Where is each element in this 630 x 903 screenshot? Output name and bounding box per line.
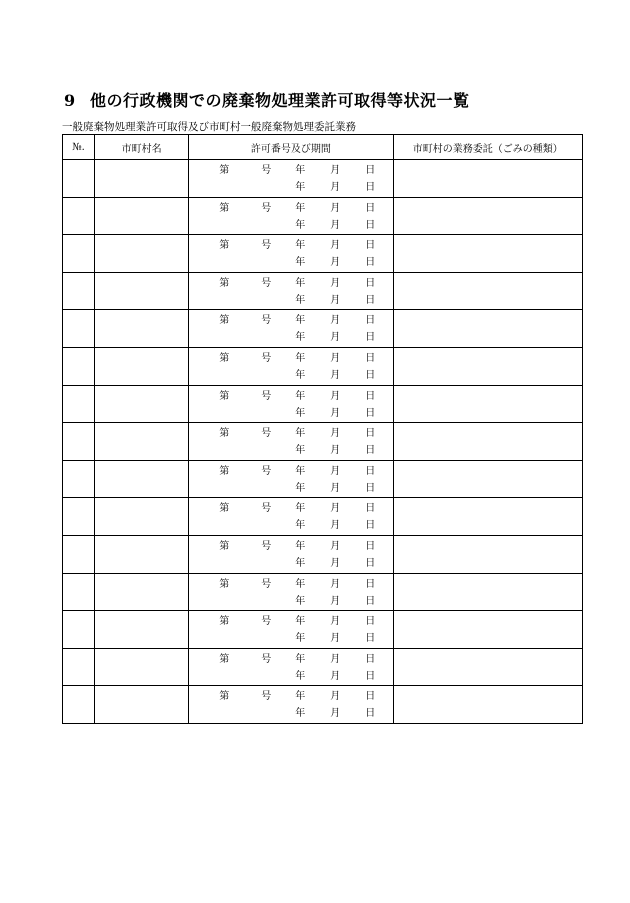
cell-duty[interactable] bbox=[393, 611, 582, 649]
permit-label-hi: 日 bbox=[365, 691, 376, 703]
cell-duty[interactable] bbox=[393, 197, 582, 235]
permit-label-hi: 日 bbox=[365, 653, 376, 665]
cell-permit[interactable] bbox=[189, 573, 393, 611]
permit-label-hi: 日 bbox=[365, 277, 376, 289]
permit-label-hi: 日 bbox=[365, 407, 376, 419]
cell-no[interactable] bbox=[63, 310, 95, 348]
cell-permit[interactable] bbox=[189, 648, 393, 686]
table-row bbox=[63, 385, 583, 423]
cell-no[interactable] bbox=[63, 385, 95, 423]
permit-label-hi: 日 bbox=[365, 352, 376, 364]
permit-label-tsuki: 月 bbox=[330, 257, 341, 269]
cell-duty[interactable] bbox=[393, 460, 582, 498]
cell-municipality[interactable] bbox=[95, 160, 189, 198]
cell-no[interactable] bbox=[63, 235, 95, 273]
permit-label-tsuki: 月 bbox=[330, 653, 341, 665]
table-row bbox=[63, 611, 583, 649]
cell-permit[interactable] bbox=[189, 197, 393, 235]
cell-municipality[interactable] bbox=[95, 573, 189, 611]
cell-duty[interactable] bbox=[393, 423, 582, 461]
cell-municipality[interactable] bbox=[95, 235, 189, 273]
cell-permit[interactable] bbox=[189, 611, 393, 649]
permit-label-gou: 号 bbox=[261, 691, 272, 703]
permit-label-hi: 日 bbox=[365, 315, 376, 327]
permit-label-nen: 年 bbox=[295, 202, 306, 214]
permit-label-gou: 号 bbox=[261, 578, 272, 590]
page-title bbox=[64, 88, 470, 111]
permit-label-dai: 第 bbox=[219, 315, 230, 327]
permit-label-gou: 号 bbox=[261, 503, 272, 515]
header-municipality: 市町村名 bbox=[95, 135, 189, 160]
permit-label-hi: 日 bbox=[365, 428, 376, 440]
permit-label-tsuki: 月 bbox=[330, 616, 341, 628]
permit-label-dai: 第 bbox=[219, 616, 230, 628]
permit-fields bbox=[189, 686, 392, 723]
permit-label-gou: 号 bbox=[261, 240, 272, 252]
cell-municipality[interactable] bbox=[95, 648, 189, 686]
table-row bbox=[63, 310, 583, 348]
permit-label-tsuki: 月 bbox=[330, 165, 341, 176]
permit-label-tsuki: 月 bbox=[330, 540, 341, 552]
permit-label-gou: 号 bbox=[261, 165, 272, 176]
permit-label-nen: 年 bbox=[295, 219, 306, 231]
permit-label-hi: 日 bbox=[365, 165, 376, 176]
cell-no[interactable] bbox=[63, 197, 95, 235]
permit-label-tsuki: 月 bbox=[330, 390, 341, 402]
table-header-row bbox=[63, 135, 583, 160]
cell-permit[interactable] bbox=[189, 423, 393, 461]
permit-label-hi: 日 bbox=[365, 202, 376, 214]
header-no: №. bbox=[63, 135, 95, 160]
permit-label-nen: 年 bbox=[295, 633, 306, 645]
permit-label-nen: 年 bbox=[295, 691, 306, 703]
permit-label-nen: 年 bbox=[295, 557, 306, 569]
permit-label-hi: 日 bbox=[365, 708, 376, 720]
permit-label-hi: 日 bbox=[365, 482, 376, 494]
cell-permit[interactable] bbox=[189, 460, 393, 498]
permit-label-dai: 第 bbox=[219, 240, 230, 252]
permit-label-hi: 日 bbox=[365, 540, 376, 552]
cell-municipality[interactable] bbox=[95, 686, 189, 724]
permit-label-dai: 第 bbox=[219, 202, 230, 214]
permit-label-hi: 日 bbox=[365, 294, 376, 306]
permit-label-nen: 年 bbox=[295, 670, 306, 682]
permit-label-dai: 第 bbox=[219, 165, 230, 176]
permit-label-tsuki: 月 bbox=[330, 708, 341, 720]
permit-label-tsuki: 月 bbox=[330, 294, 341, 306]
cell-no[interactable] bbox=[63, 347, 95, 385]
permit-fields bbox=[189, 461, 392, 498]
permit-label-hi: 日 bbox=[365, 616, 376, 628]
permit-fields bbox=[189, 574, 392, 611]
cell-municipality[interactable] bbox=[95, 460, 189, 498]
permit-fields bbox=[189, 348, 392, 385]
cell-duty[interactable] bbox=[393, 160, 582, 198]
permit-label-nen: 年 bbox=[295, 332, 306, 344]
permit-fields bbox=[189, 160, 392, 197]
permit-label-nen: 年 bbox=[295, 578, 306, 590]
permit-label-tsuki: 月 bbox=[330, 240, 341, 252]
permit-label-nen: 年 bbox=[295, 595, 306, 607]
permit-label-tsuki: 月 bbox=[330, 503, 341, 515]
permit-label-hi: 日 bbox=[365, 219, 376, 231]
permit-label-hi: 日 bbox=[365, 369, 376, 381]
cell-permit[interactable] bbox=[189, 272, 393, 310]
permit-label-nen: 年 bbox=[295, 369, 306, 381]
permit-label-nen: 年 bbox=[295, 708, 306, 720]
permit-fields bbox=[189, 273, 392, 310]
cell-municipality[interactable] bbox=[95, 385, 189, 423]
cell-municipality[interactable] bbox=[95, 347, 189, 385]
permit-label-tsuki: 月 bbox=[330, 428, 341, 440]
table-row bbox=[63, 160, 583, 198]
cell-no[interactable] bbox=[63, 611, 95, 649]
permit-label-tsuki: 月 bbox=[330, 445, 341, 457]
permit-fields bbox=[189, 498, 392, 535]
cell-no[interactable] bbox=[63, 498, 95, 536]
permit-label-nen: 年 bbox=[295, 503, 306, 515]
permit-label-tsuki: 月 bbox=[330, 182, 341, 193]
permit-label-nen: 年 bbox=[295, 257, 306, 269]
permit-label-tsuki: 月 bbox=[330, 465, 341, 477]
cell-duty[interactable] bbox=[393, 648, 582, 686]
permit-label-hi: 日 bbox=[365, 390, 376, 402]
cell-no[interactable] bbox=[63, 573, 95, 611]
permit-label-dai: 第 bbox=[219, 540, 230, 552]
section-title-text: 他の行政機関での廃棄物処理業許可取得等状況一覧 bbox=[90, 91, 470, 110]
table-row bbox=[63, 197, 583, 235]
permit-label-dai: 第 bbox=[219, 277, 230, 289]
permit-label-dai: 第 bbox=[219, 578, 230, 590]
cell-municipality[interactable] bbox=[95, 423, 189, 461]
permit-label-tsuki: 月 bbox=[330, 633, 341, 645]
cell-permit[interactable] bbox=[189, 310, 393, 348]
permit-label-tsuki: 月 bbox=[330, 369, 341, 381]
table-row bbox=[63, 686, 583, 724]
permit-fields bbox=[189, 198, 392, 235]
permit-label-nen: 年 bbox=[295, 352, 306, 364]
permit-fields bbox=[189, 611, 392, 648]
cell-duty[interactable] bbox=[393, 498, 582, 536]
permit-fields bbox=[189, 649, 392, 686]
cell-no[interactable] bbox=[63, 460, 95, 498]
cell-duty[interactable] bbox=[393, 310, 582, 348]
cell-permit[interactable] bbox=[189, 385, 393, 423]
table-row bbox=[63, 423, 583, 461]
cell-permit[interactable] bbox=[189, 160, 393, 198]
section-number: 9 bbox=[64, 91, 76, 110]
permit-label-tsuki: 月 bbox=[330, 670, 341, 682]
permit-label-dai: 第 bbox=[219, 465, 230, 477]
cell-no[interactable] bbox=[63, 535, 95, 573]
permit-label-gou: 号 bbox=[261, 465, 272, 477]
permit-label-hi: 日 bbox=[365, 520, 376, 532]
permit-label-nen: 年 bbox=[295, 240, 306, 252]
table-row bbox=[63, 498, 583, 536]
table-row bbox=[63, 648, 583, 686]
cell-no[interactable] bbox=[63, 686, 95, 724]
table-row bbox=[63, 573, 583, 611]
permit-label-nen: 年 bbox=[295, 616, 306, 628]
permit-label-hi: 日 bbox=[365, 240, 376, 252]
cell-no[interactable] bbox=[63, 160, 95, 198]
permit-label-dai: 第 bbox=[219, 428, 230, 440]
permit-label-nen: 年 bbox=[295, 445, 306, 457]
permit-label-gou: 号 bbox=[261, 653, 272, 665]
cell-permit[interactable] bbox=[189, 535, 393, 573]
cell-municipality[interactable] bbox=[95, 272, 189, 310]
permit-label-hi: 日 bbox=[365, 257, 376, 269]
permit-label-nen: 年 bbox=[295, 428, 306, 440]
table-row bbox=[63, 235, 583, 273]
permit-label-gou: 号 bbox=[261, 277, 272, 289]
permit-label-nen: 年 bbox=[295, 540, 306, 552]
cell-no[interactable] bbox=[63, 648, 95, 686]
header-permit: 許可番号及び期間 bbox=[189, 135, 393, 160]
permit-label-nen: 年 bbox=[295, 294, 306, 306]
cell-municipality[interactable] bbox=[95, 197, 189, 235]
permit-label-nen: 年 bbox=[295, 653, 306, 665]
permit-label-hi: 日 bbox=[365, 332, 376, 344]
table-row bbox=[63, 272, 583, 310]
permit-label-tsuki: 月 bbox=[330, 332, 341, 344]
permit-label-tsuki: 月 bbox=[330, 595, 341, 607]
cell-duty[interactable] bbox=[393, 385, 582, 423]
cell-permit[interactable] bbox=[189, 686, 393, 724]
permit-label-hi: 日 bbox=[365, 465, 376, 477]
permit-label-hi: 日 bbox=[365, 633, 376, 645]
permit-label-tsuki: 月 bbox=[330, 219, 341, 231]
header-duty: 市町村の業務委託（ごみの種類） bbox=[393, 135, 582, 160]
permit-fields bbox=[189, 536, 392, 573]
permit-label-hi: 日 bbox=[365, 445, 376, 457]
permit-label-nen: 年 bbox=[295, 182, 306, 193]
permit-label-hi: 日 bbox=[365, 557, 376, 569]
permit-label-dai: 第 bbox=[219, 653, 230, 665]
permit-label-nen: 年 bbox=[295, 315, 306, 327]
permit-label-gou: 号 bbox=[261, 616, 272, 628]
permit-label-nen: 年 bbox=[295, 277, 306, 289]
table-caption: 一般廃棄物処理業許可取得及び市町村一般廃棄物処理委託業務 bbox=[62, 121, 356, 133]
permit-label-dai: 第 bbox=[219, 691, 230, 703]
permit-label-dai: 第 bbox=[219, 390, 230, 402]
permit-label-dai: 第 bbox=[219, 352, 230, 364]
permit-fields bbox=[189, 386, 392, 423]
cell-duty[interactable] bbox=[393, 573, 582, 611]
cell-duty[interactable] bbox=[393, 347, 582, 385]
permit-fields bbox=[189, 235, 392, 272]
permit-label-nen: 年 bbox=[295, 482, 306, 494]
permit-label-tsuki: 月 bbox=[330, 691, 341, 703]
permit-label-hi: 日 bbox=[365, 595, 376, 607]
cell-municipality[interactable] bbox=[95, 310, 189, 348]
permit-label-nen: 年 bbox=[295, 407, 306, 419]
cell-no[interactable] bbox=[63, 272, 95, 310]
permit-label-gou: 号 bbox=[261, 315, 272, 327]
cell-duty[interactable] bbox=[393, 535, 582, 573]
cell-municipality[interactable] bbox=[95, 535, 189, 573]
table-row bbox=[63, 460, 583, 498]
permit-label-nen: 年 bbox=[295, 520, 306, 532]
permit-label-gou: 号 bbox=[261, 540, 272, 552]
permit-fields bbox=[189, 310, 392, 347]
permit-label-tsuki: 月 bbox=[330, 315, 341, 327]
permit-label-gou: 号 bbox=[261, 428, 272, 440]
permit-label-hi: 日 bbox=[365, 670, 376, 682]
permit-label-hi: 日 bbox=[365, 503, 376, 515]
permit-label-dai: 第 bbox=[219, 503, 230, 515]
cell-permit[interactable] bbox=[189, 235, 393, 273]
table-row bbox=[63, 347, 583, 385]
permit-label-hi: 日 bbox=[365, 578, 376, 590]
cell-no[interactable] bbox=[63, 423, 95, 461]
permit-label-tsuki: 月 bbox=[330, 578, 341, 590]
cell-municipality[interactable] bbox=[95, 611, 189, 649]
cell-duty[interactable] bbox=[393, 272, 582, 310]
permit-label-nen: 年 bbox=[295, 465, 306, 477]
cell-permit[interactable] bbox=[189, 498, 393, 536]
table-row bbox=[63, 535, 583, 573]
cell-duty[interactable] bbox=[393, 235, 582, 273]
permit-label-tsuki: 月 bbox=[330, 352, 341, 364]
permit-fields bbox=[189, 423, 392, 460]
cell-municipality[interactable] bbox=[95, 498, 189, 536]
cell-permit[interactable] bbox=[189, 347, 393, 385]
permit-label-tsuki: 月 bbox=[330, 202, 341, 214]
permit-label-hi: 日 bbox=[365, 182, 376, 193]
permit-label-tsuki: 月 bbox=[330, 277, 341, 289]
permit-label-tsuki: 月 bbox=[330, 407, 341, 419]
permit-label-gou: 号 bbox=[261, 202, 272, 214]
permit-label-tsuki: 月 bbox=[330, 557, 341, 569]
permit-label-nen: 年 bbox=[295, 165, 306, 176]
cell-duty[interactable] bbox=[393, 686, 582, 724]
permit-label-nen: 年 bbox=[295, 390, 306, 402]
permit-label-gou: 号 bbox=[261, 390, 272, 402]
permit-status-table bbox=[62, 134, 583, 724]
permit-label-gou: 号 bbox=[261, 352, 272, 364]
permit-label-tsuki: 月 bbox=[330, 482, 341, 494]
permit-label-tsuki: 月 bbox=[330, 520, 341, 532]
